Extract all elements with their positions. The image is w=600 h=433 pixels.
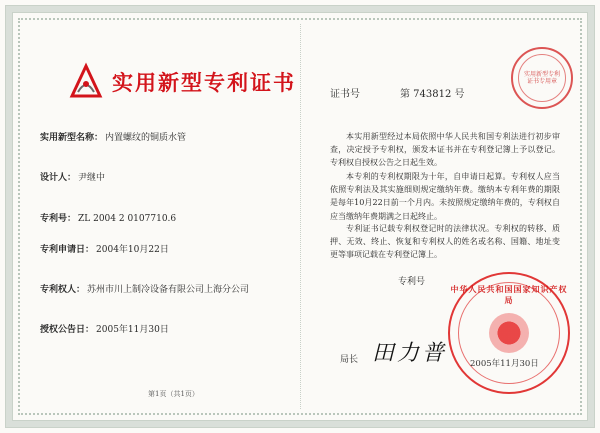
utility-name-value: 内置螺纹的铜质水管 — [105, 133, 187, 143]
top-stamp — [511, 47, 573, 109]
patent-no-mark: 专利号 — [398, 277, 426, 287]
cert-no-value: 第 743812 号 — [400, 89, 465, 100]
utility-name-label: 实用新型名称： — [40, 133, 104, 143]
title-block — [66, 62, 296, 102]
filing-date-value: 2004年10月22日 — [96, 245, 169, 255]
body-paragraph-1: 本实用新型经过本局依照中华人民共和国专利法进行初步审查，决定授予专利权，颁发本证书并在专利登记簿上予以登记。专利权自授权公告之日起生效。 — [330, 132, 560, 168]
filing-date-row — [40, 242, 169, 255]
designer-value: 尹继中 — [78, 173, 106, 183]
center-divider — [300, 24, 301, 409]
designer-row — [40, 170, 105, 183]
patentee-row — [40, 282, 249, 295]
filing-date-label: 专利申请日： — [40, 245, 95, 255]
sipo-logo-icon — [66, 62, 106, 102]
patentee-value: 苏州市川上制冷设备有限公司上海分公司 — [87, 285, 250, 295]
seal-date: 2005年11月30日 — [470, 359, 539, 369]
patentee-label: 专利权人： — [40, 285, 86, 295]
certificate-title: 实用新型专利证书 — [112, 70, 296, 95]
patent-no-value: ZL 2004 2 0107710.6 — [78, 214, 177, 224]
director-label: 局长 — [340, 355, 359, 365]
cert-no-label: 证书号 — [330, 89, 360, 100]
designer-label: 设计人： — [40, 173, 77, 183]
body-paragraph-2: 本专利的专利权期限为十年，自申请日起算。专利权人应当依照专利法及其实施细则规定缴纳年费。缴纳本专利年费的期限是每年10月22日前一个月内。未按照规定缴纳年费的，专利权自应当缴纳年费期满之日起终止。 — [330, 172, 560, 221]
grant-date-label: 授权公告日： — [40, 325, 95, 335]
official-seal — [448, 272, 570, 394]
grant-date-row — [40, 322, 169, 335]
patent-no-label: 专利号： — [40, 214, 77, 224]
director-signature: 田力普 — [372, 341, 448, 366]
body-paragraph-3: 专利证书记载专利权登记时的法律状况。专利权的转移、质押、无效、终止、恢复和专利权人的姓名或名称、国籍、地址变更等事项记载在专利登记簿上。 — [330, 224, 560, 260]
grant-date-value: 2005年11月30日 — [96, 325, 169, 335]
page-footer: 第1页（共1页） — [148, 390, 199, 398]
utility-name-row — [40, 130, 186, 143]
seal-text: 中华人民共和国国家知识产权局 — [450, 284, 568, 305]
patent-no-row — [40, 211, 176, 224]
top-stamp-text: 实用新型专利证书专用章 — [523, 70, 560, 85]
